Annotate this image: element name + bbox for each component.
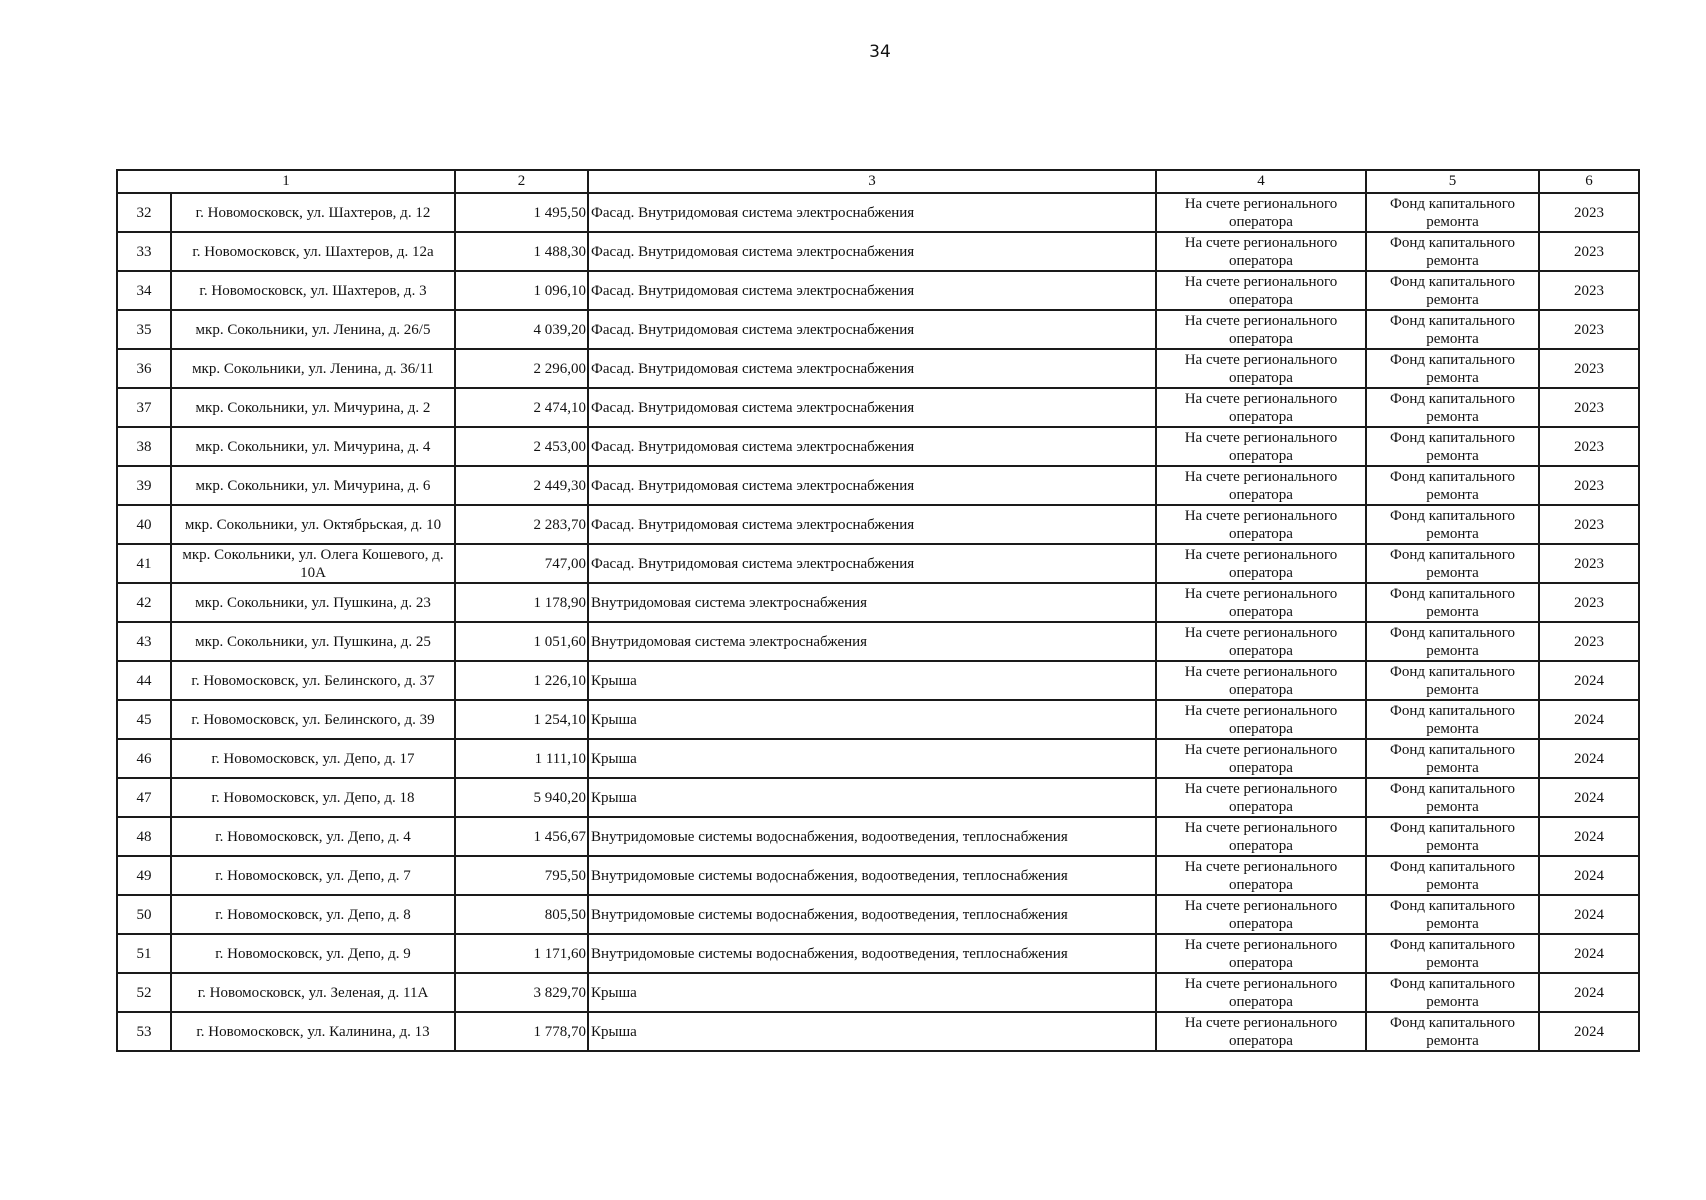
repair-year: 2023 — [1539, 427, 1639, 466]
house-area: 2 449,30 — [455, 466, 588, 505]
house-address: мкр. Сокольники, ул. Олега Кошевого, д. 10А — [171, 544, 455, 583]
repair-works: Фасад. Внутридомовая система электроснабжения — [588, 505, 1156, 544]
house-area: 1 495,50 — [455, 193, 588, 232]
funding-source: Фонд капитального ремонта — [1366, 700, 1539, 739]
funding-source: Фонд капитального ремонта — [1366, 583, 1539, 622]
repair-works: Фасад. Внутридомовая система электроснабжения — [588, 466, 1156, 505]
header-col-1: 1 — [117, 170, 455, 193]
house-area: 795,50 — [455, 856, 588, 895]
row-number: 53 — [117, 1012, 171, 1051]
house-area: 1 096,10 — [455, 271, 588, 310]
house-address: г. Новомосковск, ул. Депо, д. 9 — [171, 934, 455, 973]
funding-source: Фонд капитального ремонта — [1366, 349, 1539, 388]
table-row — [117, 817, 1639, 856]
fund-account: На счете регионального оператора — [1156, 739, 1366, 778]
house-address: г. Новомосковск, ул. Шахтеров, д. 3 — [171, 271, 455, 310]
fund-account: На счете регионального оператора — [1156, 895, 1366, 934]
header-col-3: 3 — [588, 170, 1156, 193]
table-row — [117, 310, 1639, 349]
funding-source: Фонд капитального ремонта — [1366, 232, 1539, 271]
funding-source: Фонд капитального ремонта — [1366, 817, 1539, 856]
house-address: г. Новомосковск, ул. Зеленая, д. 11А — [171, 973, 455, 1012]
row-number: 52 — [117, 973, 171, 1012]
house-area: 2 453,00 — [455, 427, 588, 466]
table-row — [117, 193, 1639, 232]
table-row — [117, 349, 1639, 388]
house-address: мкр. Сокольники, ул. Мичурина, д. 4 — [171, 427, 455, 466]
row-number: 47 — [117, 778, 171, 817]
house-address: г. Новомосковск, ул. Депо, д. 4 — [171, 817, 455, 856]
house-area: 1 226,10 — [455, 661, 588, 700]
table-row — [117, 895, 1639, 934]
table-row — [117, 1012, 1639, 1051]
funding-source: Фонд капитального ремонта — [1366, 895, 1539, 934]
repair-program-table — [116, 169, 1640, 1052]
row-number: 48 — [117, 817, 171, 856]
row-number: 34 — [117, 271, 171, 310]
house-area: 1 456,67 — [455, 817, 588, 856]
house-address: мкр. Сокольники, ул. Ленина, д. 26/5 — [171, 310, 455, 349]
fund-account: На счете регионального оператора — [1156, 700, 1366, 739]
funding-source: Фонд капитального ремонта — [1366, 778, 1539, 817]
table-row — [117, 232, 1639, 271]
fund-account: На счете регионального оператора — [1156, 232, 1366, 271]
fund-account: На счете регионального оператора — [1156, 193, 1366, 232]
repair-year: 2024 — [1539, 934, 1639, 973]
repair-works: Внутридомовые системы водоснабжения, водоотведения, теплоснабжения — [588, 817, 1156, 856]
row-number: 33 — [117, 232, 171, 271]
repair-works: Фасад. Внутридомовая система электроснабжения — [588, 349, 1156, 388]
repair-year: 2024 — [1539, 700, 1639, 739]
table-row — [117, 934, 1639, 973]
fund-account: На счете регионального оператора — [1156, 934, 1366, 973]
fund-account: На счете регионального оператора — [1156, 505, 1366, 544]
funding-source: Фонд капитального ремонта — [1366, 310, 1539, 349]
header-col-6: 6 — [1539, 170, 1639, 193]
row-number: 43 — [117, 622, 171, 661]
repair-works: Крыша — [588, 778, 1156, 817]
funding-source: Фонд капитального ремонта — [1366, 739, 1539, 778]
row-number: 44 — [117, 661, 171, 700]
table-header — [117, 170, 1639, 193]
header-col-4: 4 — [1156, 170, 1366, 193]
table-row — [117, 739, 1639, 778]
repair-year: 2023 — [1539, 271, 1639, 310]
repair-year: 2024 — [1539, 856, 1639, 895]
house-address: мкр. Сокольники, ул. Пушкина, д. 25 — [171, 622, 455, 661]
house-area: 4 039,20 — [455, 310, 588, 349]
funding-source: Фонд капитального ремонта — [1366, 856, 1539, 895]
row-number: 46 — [117, 739, 171, 778]
house-address: мкр. Сокольники, ул. Ленина, д. 36/11 — [171, 349, 455, 388]
house-address: г. Новомосковск, ул. Депо, д. 7 — [171, 856, 455, 895]
house-area: 747,00 — [455, 544, 588, 583]
funding-source: Фонд капитального ремонта — [1366, 661, 1539, 700]
funding-source: Фонд капитального ремонта — [1366, 1012, 1539, 1051]
house-address: мкр. Сокольники, ул. Мичурина, д. 2 — [171, 388, 455, 427]
fund-account: На счете регионального оператора — [1156, 427, 1366, 466]
house-address: мкр. Сокольники, ул. Октябрьская, д. 10 — [171, 505, 455, 544]
repair-works: Внутридомовые системы водоснабжения, водоотведения, теплоснабжения — [588, 934, 1156, 973]
table-row — [117, 271, 1639, 310]
funding-source: Фонд капитального ремонта — [1366, 193, 1539, 232]
repair-year: 2023 — [1539, 622, 1639, 661]
table-row — [117, 778, 1639, 817]
fund-account: На счете регионального оператора — [1156, 973, 1366, 1012]
repair-works: Крыша — [588, 739, 1156, 778]
fund-account: На счете регионального оператора — [1156, 544, 1366, 583]
repair-year: 2024 — [1539, 739, 1639, 778]
repair-year: 2023 — [1539, 310, 1639, 349]
repair-works: Крыша — [588, 700, 1156, 739]
repair-works: Фасад. Внутридомовая система электроснабжения — [588, 427, 1156, 466]
house-area: 3 829,70 — [455, 973, 588, 1012]
row-number: 41 — [117, 544, 171, 583]
table-row — [117, 700, 1639, 739]
repair-year: 2024 — [1539, 778, 1639, 817]
house-area: 1 171,60 — [455, 934, 588, 973]
row-number: 45 — [117, 700, 171, 739]
table-body — [117, 193, 1639, 1051]
repair-works: Фасад. Внутридомовая система электроснабжения — [588, 232, 1156, 271]
funding-source: Фонд капитального ремонта — [1366, 544, 1539, 583]
house-area: 1 111,10 — [455, 739, 588, 778]
house-area: 2 474,10 — [455, 388, 588, 427]
row-number: 40 — [117, 505, 171, 544]
fund-account: На счете регионального оператора — [1156, 583, 1366, 622]
row-number: 37 — [117, 388, 171, 427]
house-address: г. Новомосковск, ул. Белинского, д. 37 — [171, 661, 455, 700]
row-number: 51 — [117, 934, 171, 973]
fund-account: На счете регионального оператора — [1156, 271, 1366, 310]
house-address: г. Новомосковск, ул. Депо, д. 8 — [171, 895, 455, 934]
house-address: мкр. Сокольники, ул. Пушкина, д. 23 — [171, 583, 455, 622]
repair-year: 2023 — [1539, 232, 1639, 271]
page-number: 34 — [869, 42, 891, 62]
house-address: г. Новомосковск, ул. Депо, д. 17 — [171, 739, 455, 778]
repair-works: Внутридомовая система электроснабжения — [588, 583, 1156, 622]
repair-works: Внутридомовые системы водоснабжения, водоотведения, теплоснабжения — [588, 895, 1156, 934]
repair-year: 2023 — [1539, 544, 1639, 583]
row-number: 42 — [117, 583, 171, 622]
repair-year: 2024 — [1539, 1012, 1639, 1051]
repair-year: 2023 — [1539, 466, 1639, 505]
house-area: 5 940,20 — [455, 778, 588, 817]
table-row — [117, 466, 1639, 505]
funding-source: Фонд капитального ремонта — [1366, 622, 1539, 661]
fund-account: На счете регионального оператора — [1156, 310, 1366, 349]
repair-year: 2024 — [1539, 661, 1639, 700]
house-area: 1 778,70 — [455, 1012, 588, 1051]
fund-account: На счете регионального оператора — [1156, 622, 1366, 661]
funding-source: Фонд капитального ремонта — [1366, 505, 1539, 544]
fund-account: На счете регионального оператора — [1156, 856, 1366, 895]
house-area: 1 178,90 — [455, 583, 588, 622]
repair-works: Фасад. Внутридомовая система электроснабжения — [588, 271, 1156, 310]
house-area: 2 296,00 — [455, 349, 588, 388]
house-address: г. Новомосковск, ул. Шахтеров, д. 12а — [171, 232, 455, 271]
row-number: 49 — [117, 856, 171, 895]
repair-year: 2023 — [1539, 583, 1639, 622]
repair-works: Фасад. Внутридомовая система электроснабжения — [588, 193, 1156, 232]
table-row — [117, 973, 1639, 1012]
funding-source: Фонд капитального ремонта — [1366, 388, 1539, 427]
repair-works: Фасад. Внутридомовая система электроснабжения — [588, 544, 1156, 583]
funding-source: Фонд капитального ремонта — [1366, 466, 1539, 505]
repair-year: 2024 — [1539, 973, 1639, 1012]
fund-account: На счете регионального оператора — [1156, 661, 1366, 700]
house-address: г. Новомосковск, ул. Депо, д. 18 — [171, 778, 455, 817]
funding-source: Фонд капитального ремонта — [1366, 973, 1539, 1012]
repair-year: 2023 — [1539, 505, 1639, 544]
repair-works: Крыша — [588, 1012, 1156, 1051]
repair-works: Крыша — [588, 973, 1156, 1012]
house-area: 1 051,60 — [455, 622, 588, 661]
table-row — [117, 856, 1639, 895]
fund-account: На счете регионального оператора — [1156, 778, 1366, 817]
funding-source: Фонд капитального ремонта — [1366, 271, 1539, 310]
repair-works: Внутридомовая система электроснабжения — [588, 622, 1156, 661]
row-number: 50 — [117, 895, 171, 934]
row-number: 35 — [117, 310, 171, 349]
header-col-2: 2 — [455, 170, 588, 193]
row-number: 38 — [117, 427, 171, 466]
table-row — [117, 544, 1639, 583]
table-row — [117, 505, 1639, 544]
table-row — [117, 427, 1639, 466]
house-area: 1 254,10 — [455, 700, 588, 739]
fund-account: На счете регионального оператора — [1156, 388, 1366, 427]
house-area: 2 283,70 — [455, 505, 588, 544]
fund-account: На счете регионального оператора — [1156, 1012, 1366, 1051]
repair-year: 2024 — [1539, 895, 1639, 934]
house-address: г. Новомосковск, ул. Шахтеров, д. 12 — [171, 193, 455, 232]
table-row — [117, 622, 1639, 661]
funding-source: Фонд капитального ремонта — [1366, 427, 1539, 466]
fund-account: На счете регионального оператора — [1156, 817, 1366, 856]
repair-year: 2023 — [1539, 388, 1639, 427]
fund-account: На счете регионального оператора — [1156, 349, 1366, 388]
table-row — [117, 388, 1639, 427]
repair-year: 2024 — [1539, 817, 1639, 856]
repair-year: 2023 — [1539, 193, 1639, 232]
header-row — [117, 170, 1639, 193]
fund-account: На счете регионального оператора — [1156, 466, 1366, 505]
house-address: г. Новомосковск, ул. Калинина, д. 13 — [171, 1012, 455, 1051]
repair-works: Крыша — [588, 661, 1156, 700]
repair-works: Фасад. Внутридомовая система электроснабжения — [588, 310, 1156, 349]
funding-source: Фонд капитального ремонта — [1366, 934, 1539, 973]
header-col-5: 5 — [1366, 170, 1539, 193]
repair-year: 2023 — [1539, 349, 1639, 388]
house-address: мкр. Сокольники, ул. Мичурина, д. 6 — [171, 466, 455, 505]
repair-works: Фасад. Внутридомовая система электроснабжения — [588, 388, 1156, 427]
house-area: 805,50 — [455, 895, 588, 934]
row-number: 32 — [117, 193, 171, 232]
repair-works: Внутридомовые системы водоснабжения, водоотведения, теплоснабжения — [588, 856, 1156, 895]
row-number: 36 — [117, 349, 171, 388]
house-area: 1 488,30 — [455, 232, 588, 271]
house-address: г. Новомосковск, ул. Белинского, д. 39 — [171, 700, 455, 739]
table-row — [117, 583, 1639, 622]
table-row — [117, 661, 1639, 700]
row-number: 39 — [117, 466, 171, 505]
